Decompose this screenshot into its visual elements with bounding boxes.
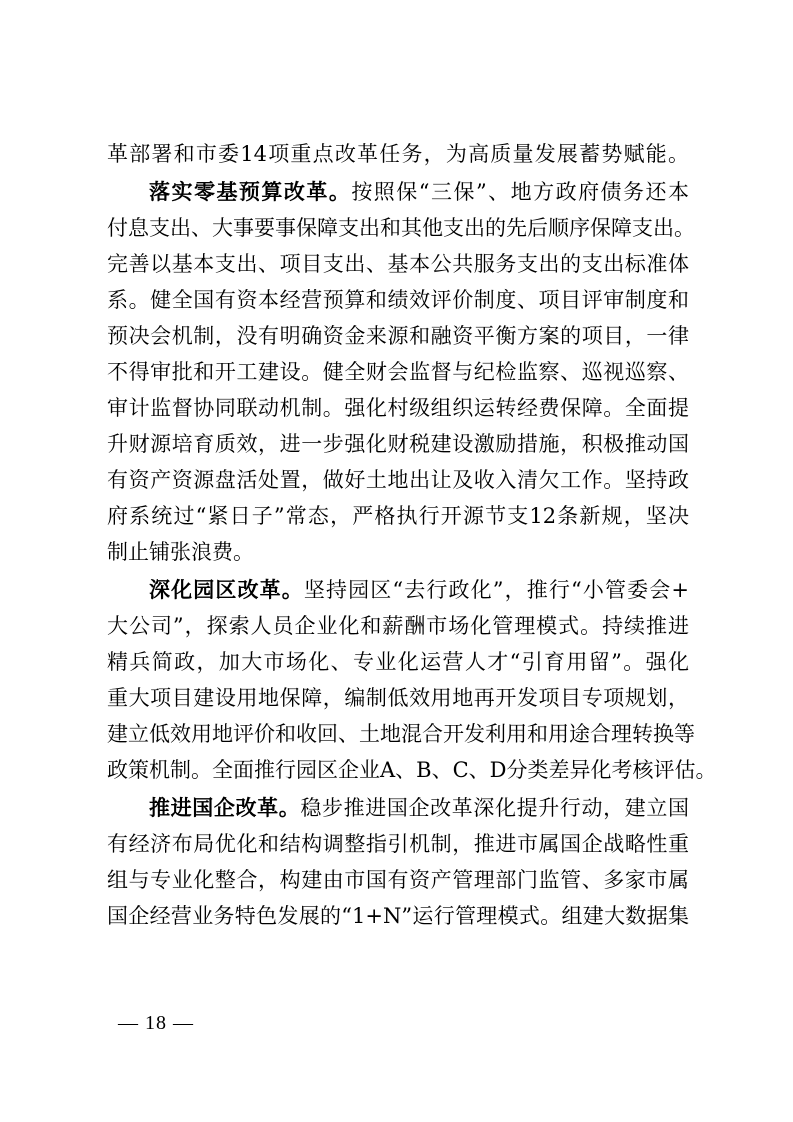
paragraph-line: 革部署和市委14项重点改革任务，为高质量发展蓄势赋能。 — [107, 142, 689, 166]
paragraph-text: 按照保“三保”、地方政府债务还本 — [351, 180, 689, 204]
paragraph-line: 大公司”，探索人员企业化和薪酬市场化管理模式。持续推进 — [107, 614, 689, 638]
paragraph-line: 不得审批和开工建设。健全财会监督与纪检监察、巡视巡察、 — [107, 360, 689, 384]
section-heading: 深化园区改革。 — [149, 578, 304, 602]
paragraph-text: 坚持园区“去行政化”，推行“小管委会+ — [303, 578, 690, 602]
section-heading: 落实零基预算改革。 — [149, 180, 352, 204]
section-zero-based-budget — [107, 174, 695, 570]
paragraph-text: 稳步推进国企改革深化提升行动，建立国 — [300, 796, 689, 820]
paragraph-line: 建立低效用地评价和收回、土地混合开发利用和用途合理转换等 — [107, 722, 695, 746]
paragraph-line: 系。健全国有资本经营预算和绩效评价制度、项目评审制度和 — [107, 288, 689, 312]
paragraph-line: 制止铺张浪费。 — [107, 540, 254, 564]
paragraph-line: 重大项目建设用地保障，编制低效用地再开发项目专项规划， — [107, 686, 689, 710]
paragraph-line: 府系统过“紧日子”常态，严格执行开源节支12条新规，坚决 — [107, 504, 689, 528]
paragraph-line: 升财源培育质效，进一步强化财税建设激励措施，积极推动国 — [107, 432, 689, 456]
paragraph-line: 付息支出、大事要事保障支出和其他支出的先后顺序保障支出。 — [107, 216, 695, 240]
paragraph-line: 有资产资源盘活处置，做好土地出让及收入清欠工作。坚持政 — [107, 468, 689, 492]
paragraph-line: 政策机制。全面推行园区企业A、B、C、D分类差异化考核评估。 — [107, 758, 717, 782]
paragraph-line: 精兵简政，加大市场化、专业化运营人才“引育用留”。强化 — [107, 650, 689, 674]
paragraph-line — [107, 790, 689, 826]
section-heading: 推进国企改革。 — [149, 796, 301, 820]
paragraph-line: 审计监督协同联动机制。强化村级组织运转经费保障。全面提 — [107, 396, 689, 420]
page-number: — 18 — — [118, 1012, 194, 1034]
paragraph-line: 国企经营业务特色发展的“1+N”运行管理模式。组建大数据集 — [107, 904, 689, 928]
section-park-reform — [107, 572, 717, 788]
section-soe-reform — [107, 790, 689, 934]
paragraph-line: 组与专业化整合，构建由市国有资产管理部门监管、多家市属 — [107, 868, 689, 892]
intro-paragraph — [107, 136, 689, 172]
paragraph-line: 预决会机制，没有明确资金来源和融资平衡方案的项目，一律 — [107, 324, 689, 348]
paragraph-line: 有经济布局优化和结构调整指引机制，推进市属国企战略性重 — [107, 832, 689, 856]
paragraph-line — [107, 572, 689, 608]
paragraph-line — [107, 174, 689, 210]
document-body — [107, 136, 717, 934]
paragraph-line: 完善以基本支出、项目支出、基本公共服务支出的支出标准体 — [107, 252, 689, 276]
